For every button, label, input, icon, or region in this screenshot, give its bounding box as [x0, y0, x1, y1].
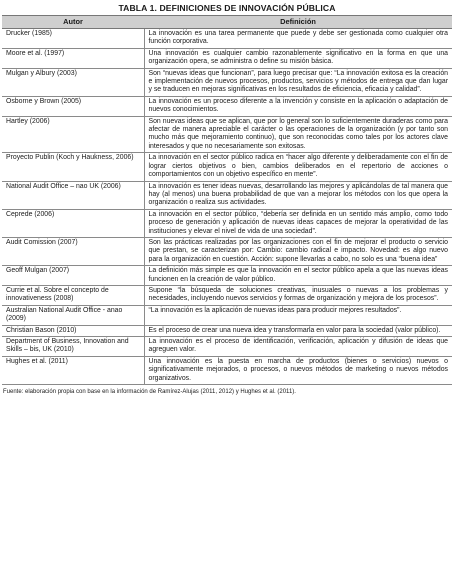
- document-page: [0, 1, 454, 572]
- author-cell: Osborne y Brown (2005): [2, 96, 144, 116]
- author-cell: Moore et al. (1997): [2, 48, 144, 68]
- definition-cell: La innovación en el sector público, “debería ser definida en un sentido más amplio, como todo proceso de generación y aplicación de nuevas ideas capaces de mejorar la operatividad de las instituciones y elevar el nivel de vida de una sociedad”.: [144, 209, 452, 237]
- author-cell: Drucker (1985): [2, 29, 144, 49]
- definition-cell: La innovación es tener ideas nuevas, desarrollando las mejores y aplicándolas de tal manera que hay (al menos) una buena probabilidad de que van a mejorar los métodos con los que opera la organización o realiza sus actividades.: [144, 181, 452, 209]
- author-cell: Currie et al. Sobre el concepto de innovativeness (2008): [2, 285, 144, 305]
- table-row: [2, 116, 452, 153]
- definition-cell: Una innovación es la puesta en marcha de productos (bienes o servicios) nuevos o significativamente mejorados, o procesos, o nuevos métodos de marketing o nuevos métodos organizativos.: [144, 356, 452, 384]
- definition-cell: Son “nuevas ideas que funcionan”, para luego precisar que: “La innovación exitosa es la creación e implementación de nuevos procesos, productos, servicios y métodos de entrega que dan lugar y se traducen en mejoras significativas en los resultados de eficiencia, eficacia y calidad”.: [144, 68, 452, 96]
- author-cell: Australian National Audit Office - anao (2009): [2, 305, 144, 325]
- table-header: [2, 16, 452, 29]
- definitions-table: [2, 15, 452, 385]
- author-cell: Hartley (2006): [2, 116, 144, 153]
- definition-cell: La innovación es una tarea permanente que puede y debe ser gestionada como cualquier otra función corporativa.: [144, 29, 452, 49]
- author-cell: Department of Business, Innovation and Skills – bis, UK (2010): [2, 337, 144, 357]
- table-row: [2, 237, 452, 265]
- header-row: [2, 16, 452, 29]
- definition-cell: La innovación es el proceso de identificación, verificación, aplicación y difusión de ideas que agreguen valor.: [144, 337, 452, 357]
- table-row: [2, 209, 452, 237]
- definition-cell: Una innovación es cualquier cambio razonablemente significativo en la forma en que una organización opera, se administra o define su misión básica.: [144, 48, 452, 68]
- table-row: [2, 181, 452, 209]
- author-cell: Christian Bason (2010): [2, 325, 144, 336]
- table-row: [2, 337, 452, 357]
- definition-cell: Es el proceso de crear una nueva idea y transformarla en valor para la sociedad (valor público).: [144, 325, 452, 336]
- definition-cell: “La innovación es la aplicación de nuevas ideas para producir mejores resultados”.: [144, 305, 452, 325]
- author-cell: Ceprede (2006): [2, 209, 144, 237]
- definition-cell: Son las prácticas realizadas por las organizaciones con el fin de mejorar el producto o servicio que prestan, se caracterizan por: Cambio: cambio radical e impacto. Novedad: es algo nuevo para la organización en cuestión. Acción: supone llevarlas a cabo, no solo es una “buena idea”: [144, 237, 452, 265]
- table-row: [2, 153, 452, 181]
- author-cell: Audit Comission (2007): [2, 237, 144, 265]
- definition-cell: La innovación es un proceso diferente a la invención y consiste en la aplicación o adaptación de nuevos conocimientos.: [144, 96, 452, 116]
- table-row: [2, 285, 452, 305]
- table-row: [2, 96, 452, 116]
- column-header-author: Autor: [2, 16, 144, 29]
- author-cell: Hughes et al. (2011): [2, 356, 144, 384]
- table-row: [2, 68, 452, 96]
- author-cell: National Audit Office – nao UK (2006): [2, 181, 144, 209]
- definition-cell: Supone “la búsqueda de soluciones creativas, inusuales o nuevas a los problemas y necesidades, incluyendo nuevos servicios y formas de organización y mejora de los procesos”.: [144, 285, 452, 305]
- column-header-definition: Definición: [144, 16, 452, 29]
- definition-cell: La innovación en el sector público radica en “hacer algo diferente y deliberadamente con el fin de lograr ciertos objetivos o bien, cambios deliberados en el repertorio de acciones o comportamientos con un objetivo específico en mente”.: [144, 153, 452, 181]
- source-note: Fuente: elaboración propia con base en la información de Ramírez-Alujas (2011, 2012) y Hughes et al. (2011).: [3, 389, 296, 396]
- table-row: [2, 325, 452, 336]
- definition-cell: La definición más simple es que la innovación en el sector público apela a que las nuevas ideas funcionen en la creación de valor público.: [144, 266, 452, 286]
- table-title: TABLA 1. DEFINICIONES DE INNOVACIÓN PÚBLICA: [118, 3, 336, 13]
- table-body: [2, 29, 452, 385]
- table-row: [2, 48, 452, 68]
- table-row: [2, 305, 452, 325]
- author-cell: Geoff Mulgan (2007): [2, 266, 144, 286]
- author-cell: Mulgan y Albury (2003): [2, 68, 144, 96]
- author-cell: Proyecto Publin (Koch y Haukness, 2006): [2, 153, 144, 181]
- table-row: [2, 356, 452, 384]
- table-row: [2, 266, 452, 286]
- table-row: [2, 29, 452, 49]
- definition-cell: Son nuevas ideas que se aplican, que por lo general son lo suficientemente duraderas como para afectar de manera apreciable el carácter o las operaciones de la organización (y por tanto son mucho más que mejoramiento continuo), que son reconocidas como tales por los actores clave interesados y que no necesariamente son exitosas.: [144, 116, 452, 153]
